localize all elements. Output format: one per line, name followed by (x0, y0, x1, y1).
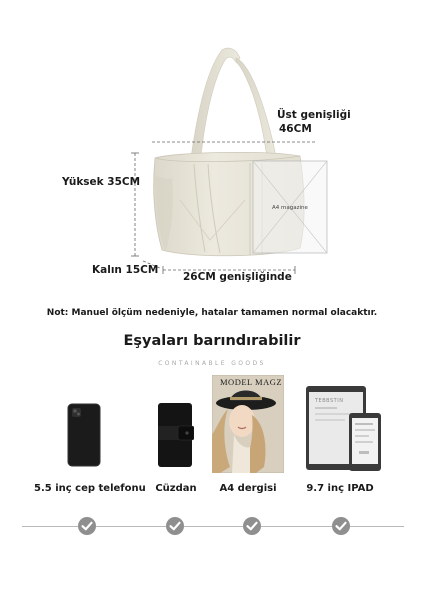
depth-label: Kalın 15CM (92, 264, 159, 276)
right-handle (236, 58, 277, 165)
section-heading: Eşyaları barındırabilir (123, 333, 301, 349)
check-icon (332, 517, 350, 535)
item-label-magazine: A4 dergisi (219, 483, 277, 494)
item-label-tablet: 9.7 inç IPAD (306, 483, 374, 494)
tablet-icon (305, 385, 385, 475)
wallet-icon (156, 402, 194, 468)
height-label: Yüksek 35CM (62, 176, 141, 188)
magazine-title: MODEL MAGZ (220, 377, 283, 387)
check-icon (243, 517, 261, 535)
section-subheading: CONTAINABLE GOODS (158, 360, 266, 367)
check-icon (166, 517, 184, 535)
magazine-icon (212, 375, 284, 473)
item-label-wallet: Cüzdan (155, 483, 197, 494)
check-icon (78, 517, 96, 535)
magazine-label: A4 magazine (272, 205, 308, 211)
bottom-width-label: 26CM genişliğinde (183, 271, 292, 283)
left-handle (190, 48, 240, 165)
top-width-label: Üst genişliği (277, 109, 351, 121)
item-label-phone: 5.5 inç cep telefonu (34, 483, 146, 494)
tablet-brand: TEBBSTIN (315, 398, 344, 404)
top-width-value: 46CM (279, 123, 312, 135)
phone-icon (67, 403, 101, 467)
measurement-note: Not: Manuel ölçüm nedeniyle, hatalar tamamen normal olacaktır. (46, 308, 378, 318)
